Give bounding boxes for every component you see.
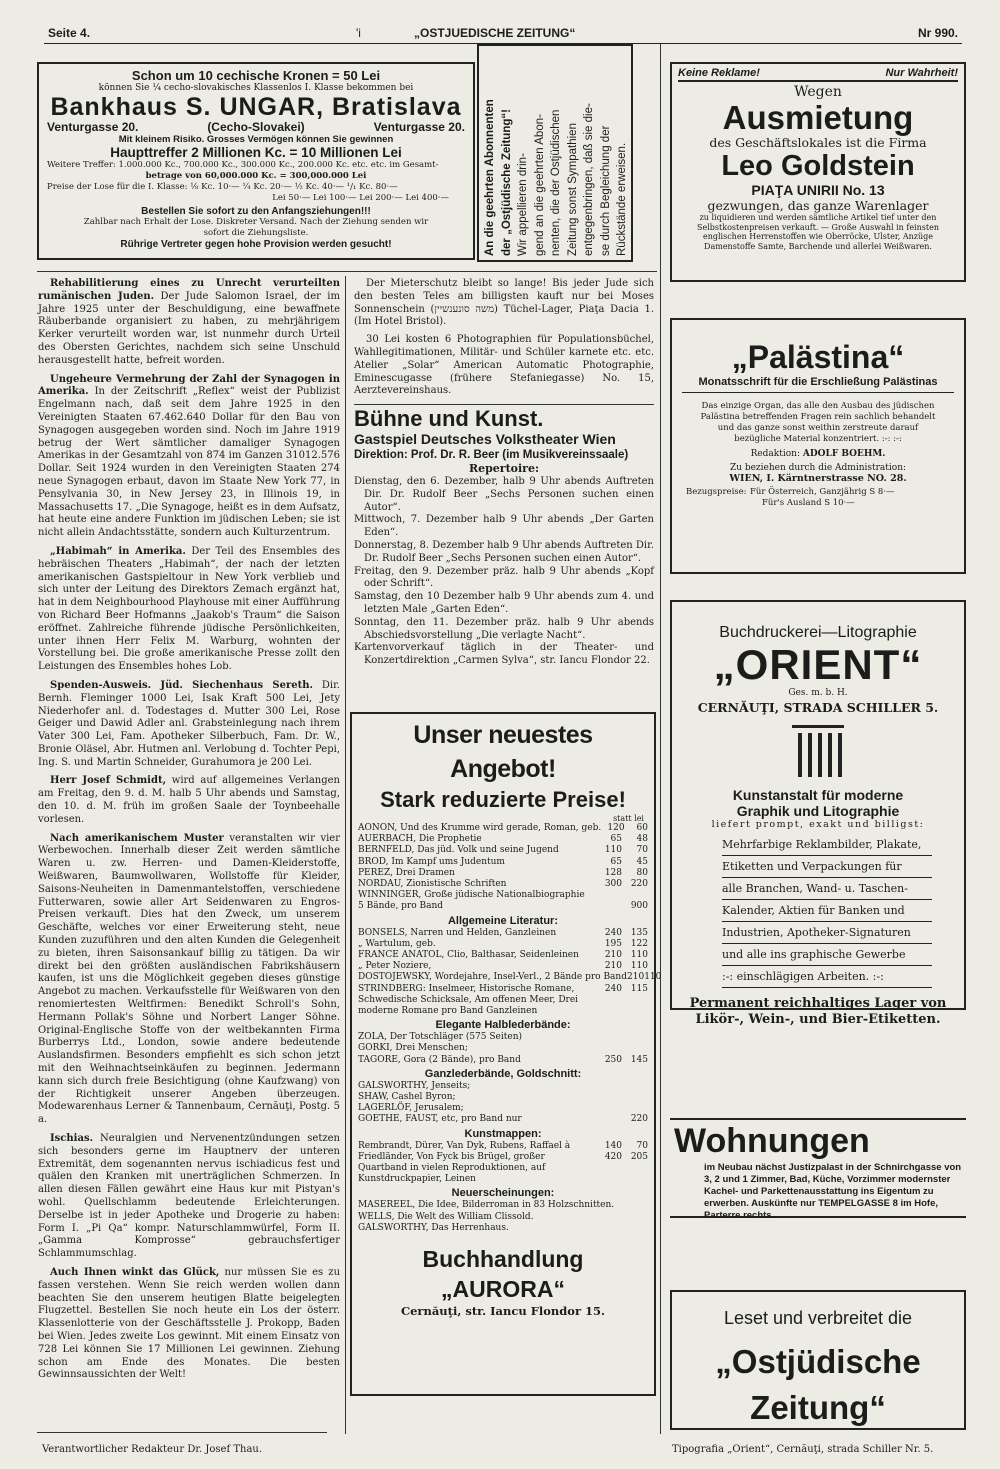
book-row	[358, 868, 648, 879]
news-article-heading: Auch Ihnen winkt das Glück,	[50, 1266, 220, 1278]
book-row	[358, 1200, 648, 1211]
orient-printing-ad	[670, 600, 966, 1027]
aurora-list-1	[358, 823, 648, 913]
book-old-price: 65	[610, 834, 622, 845]
news-article	[38, 546, 340, 674]
book-title: GALSWORTHY, Das Herrenhaus.	[358, 1222, 509, 1233]
book-old-price	[596, 1032, 622, 1043]
book-title: TAGORE, Gora (2 Bände), pro Band	[358, 1054, 521, 1065]
book-old-price	[596, 1103, 622, 1114]
aurora-h2: Allgemeine Literatur:	[447, 914, 559, 927]
book-new-price: 145	[630, 1054, 648, 1065]
book-row	[358, 939, 648, 950]
repertoire-item: Kartenvorverkauf täglich in der Theater- und Konzertdirektion „Carmen Sylva“, str. Iancu Flondor 22.	[354, 642, 654, 667]
book-row	[358, 1212, 648, 1223]
news-article-heading: Herr Josef Schmidt,	[50, 775, 167, 787]
book-title: FRANCE ANATOL, Clio, Balthasar, Seidenleinen	[358, 950, 579, 961]
repertoire-item: Sonntag, den 11. Dezember präz. halb 9 Uhr abends Abschiedsvorstellung „Die verlagte Nacht“.	[354, 616, 654, 641]
book-old-price: 210	[604, 950, 622, 961]
orient-name: „ORIENT“	[713, 641, 923, 688]
book-title: BROD, Im Kampf ums Judentum	[358, 856, 505, 867]
book-title: SHAW, Cashel Byron;	[358, 1092, 456, 1103]
book-row	[358, 984, 648, 1018]
book-new-price: 220	[630, 879, 648, 890]
book-old-price: 240	[604, 927, 622, 938]
header-mark: 'i	[356, 26, 361, 40]
ungar-line-12: sofort die Ziehungsliste.	[203, 228, 309, 238]
repertoire-item: Dienstag, den 6. Dezember, halb 9 Uhr abends Auftreten Dir. Dr. Rudolf Beer „Sechs Personen suchen einen Autor“.	[354, 475, 654, 513]
appeal-line: der „Ostjüdische Zeitung“!	[500, 109, 513, 256]
book-new-price: 48	[636, 834, 648, 845]
book-title: AUERBACH, Die Prophetie	[358, 834, 482, 845]
ungar-address-mid: (Cecho-Slovakei)	[207, 120, 305, 134]
book-row	[358, 1043, 648, 1054]
ungar-prices: Preise der Lose für die I. Klasse: ⅛ Kc. 10·— ¼ Kc. 20·— ½ Kc. 40·— ¹/₁ Kc. 80·—	[47, 182, 398, 192]
book-title: DOSTOJEWSKY, Wordejahre, Insel-Verl., 2 Bände pro Band	[358, 972, 627, 983]
book-row	[358, 857, 648, 868]
photo-notice: 30 Lei kosten 6 Photographien für Populationsbüchel, Wahllegitimationen, Militär- und Schüler karnete etc. etc. Atelier „Solar“ American Automatic Photographie, Eminescugasse (frühere Stefaniegasse) No. 15, Aerztevereinshaus.	[354, 334, 654, 397]
book-new-price: 900	[630, 901, 648, 912]
palaestina-title: „Palästina“	[731, 339, 905, 375]
orient-k2: Graphik und Litographie	[736, 803, 900, 819]
palaestina-address: WIEN, I. Kärntnerstrasse NO. 28.	[729, 473, 907, 484]
page-number: Seite 4.	[48, 26, 91, 40]
book-title: AONON, Und des Krumme wird gerade, Roman, geb.	[358, 823, 602, 833]
book-old-price: 65	[610, 856, 622, 867]
ungar-line-1: Schon um 10 cechische Kronen = 50 Lei	[131, 68, 381, 83]
book-row	[358, 1032, 648, 1043]
book-old-price	[596, 1043, 622, 1054]
book-new-price	[622, 1032, 648, 1043]
book-old-price	[596, 1092, 622, 1103]
orient-service-item: Kalender, Aktien für Banken und	[722, 900, 932, 922]
book-old-price: 140	[604, 1140, 622, 1151]
book-new-price: 45	[636, 856, 648, 867]
orient-foot: Permanent reichhaltiges Lager von Likör-, Wein-, und Bier-Etiketten.	[689, 996, 947, 1027]
bankhaus-ungar-ad	[37, 62, 475, 260]
aurora-head-1: Unser neuestes Angebot!	[413, 721, 593, 783]
ungar-agents-wanted: Rührige Vertreter gegen hohe Provision werden gesucht!	[120, 239, 392, 250]
wohnungen-title: Wohnungen	[674, 1122, 870, 1160]
aurora-h4: Ganzlederbände, Goldschnitt:	[424, 1067, 582, 1080]
news-article-heading: Ischias.	[50, 1133, 94, 1144]
book-new-price: 110	[630, 950, 648, 961]
book-old-price	[596, 1114, 622, 1125]
leo-goldstein-ad	[670, 62, 966, 282]
book-new-price: 220	[630, 1114, 648, 1125]
book-new-price: 122	[630, 938, 648, 949]
book-title: 5 Bände, pro Band	[358, 901, 444, 912]
book-new-price: 110	[630, 961, 648, 972]
book-old-price: 120	[607, 823, 625, 833]
book-old-price: 240	[604, 983, 622, 994]
book-row	[358, 890, 648, 901]
news-article	[38, 278, 340, 368]
repertoire-item: Freitag, den 9. Dezember präz. halb 9 Uhr abends „Kopf oder Schrift“.	[354, 565, 654, 590]
palaestina-ad	[670, 318, 966, 574]
repertoire-label: Repertoire:	[468, 462, 540, 476]
news-article-text: Neuralgien und Nervenentzündungen setzen sich besonders gerne im Hauptnerv der unteren Extremität, dem sogenannten nervus ischiadicus fest und quälen den Kranken mit unerträglichen Schmerzen. In allen diesen Fällen gewährt eine Haus kur mit Pistyan's wohl. Quellschlamm bedeutende Erleichterungen. Derselbe ist in jeder Apotheke und Drogerie zu haben: Form I. „Pi Qa“ kompr. Naturschlammwürfel, Form II. „Gamma Komprosse“ gebrauchsfertiger Schlammumschlag.	[38, 1133, 340, 1260]
aurora-col-header: statt lei	[613, 814, 644, 823]
aurora-shop-name: Buchhandlung „AURORA“	[422, 1246, 584, 1303]
issue-number: Nr 990.	[917, 26, 958, 40]
orient-service-item: Etiketten und Verpackungen für	[722, 856, 932, 878]
book-title: BERNFELD, Das jüd. Volk und seine Jugend	[358, 845, 559, 856]
wohnungen-text: im Neubau nächst Justizpalast in der Schnirchgasse von 3, 2 und 1 Zimmer, Bad, Küche, Vorzimmer modernster Kachel- und Parkettenausstattung ins Eigentum zu erwerben. Auskünfte nur TEMPELGASSE 8 im Hofe, Parterre rechts.	[704, 1162, 962, 1221]
goldstein-sub: des Geschäftslokales ist die Firma	[709, 135, 927, 150]
orient-ges: Ges. m. b. H.	[788, 688, 848, 698]
book-new-price: 80	[636, 867, 648, 878]
direktion-line: Direktion: Prof. Dr. R. Beer (im Musikvereinssaale)	[354, 449, 629, 462]
book-title: GOETHE, FAUST, etc, pro Band nur	[358, 1114, 522, 1125]
book-title: WINNINGER, Große jüdische Nationalbiographie	[358, 890, 585, 901]
ungar-line-2: können Sie ¼ cecho-slovakisches Klassenlos I. Klasse bekommen bei	[98, 83, 414, 93]
mieterschutz-notice: Der Mieterschutz bleibt so lange! Bis jeder Jude sich den besten Teles am billigsten kauft nur bei Moses Sonnenschein (משה סונענשיין) Tüchel-Lager, Piaţa Dacia 1. (Im Hotel Bristol).	[354, 278, 655, 328]
news-article-text: veranstalten wir vier Werbewochen. Innerhalb dieser Zeit werden sämtliche Waren u. zw. Herren- und Damen-Kleiderstoffe, Weißwaren, Baumwollwaren, Wollstoffe für Kleider, Saisons-Neuheiten in Damenmantelstoffen, verschiedene Futterwaren, sowie aller Art Seidenwaren zu Engros-Preisen verkauft. Dies hat den Zweck, um unserem Geschäfte, welches vor einer Erweiterung steht, neue Kunden zuzuführen und den alten Kunden die Gelegenheit zu bieten, ihren Saisonsankauf billig zu tätigen. Da wir direkt bei den größten ausländischen Fabrikshäusern kaufen, ist uns die Möglichkeit gegeben dieses günstige Angebot zu machen. Verkaufsstelle für Weißwaren von den renomiertesten Weltfirmen: Benedikt Schroll's Sohn, Hermann Pollak's Söhne und Norbert Langer Söhne. Original-Englische Stoffe von der weltbekannten Firma Burberrys Ltd., London, sowie andere bedeutende Auslandsfirmen. Besonders empfiehlt es sich schon jetzt mit den Weihnachtseinkäufen zu beginnen. Jedermann kann sich durch freie Besichtigung (ohne Kaufzwang) von der Richtigkeit unserer Angeben überzeugen. Modewarenhaus Lerner & Tannenbaum, Cernăuţi, Postg. 5 a.	[38, 832, 340, 1126]
tipografia: Tipografia „Orient“, Cernăuţi, strada Schiller Nr. 5.	[672, 1444, 934, 1455]
book-title: GALSWORTHY, Jenseits;	[358, 1080, 471, 1091]
tag-no-advertising: Keine Reklame!	[678, 67, 760, 79]
aurora-list-5	[358, 1141, 648, 1186]
book-row	[358, 879, 648, 890]
column-rule-1	[345, 276, 346, 1434]
book-old-price: 110	[604, 845, 622, 856]
repertoire-item: Donnerstag, 8. Dezember halb 9 Uhr abends Auftreten Dir. Dr. Rudolf Beer „Sechs Personen suchen einen Autor“.	[354, 539, 654, 564]
ungar-order-now: Bestellen Sie sofort zu den Anfangsziehungen!!!	[141, 206, 371, 217]
news-article-text: wird auf allgemeines Verlangen am Freitag, den 9. d. M. halb 5 Uhr abends und Samstag, den 10. d. M. früh im großen Saale der Toynbeehalle vorlesen.	[38, 775, 340, 825]
book-title: BONSELS, Narren und Helden, Ganzleinen	[358, 927, 557, 938]
ungar-address	[47, 120, 465, 134]
orient-l1: Buchdruckerei—Litographie	[719, 624, 917, 641]
tag-only-truth: Nur Wahrheit!	[885, 67, 958, 79]
book-row	[358, 1103, 648, 1114]
orient-service-item: :-: einschlägigen Arbeiten. :-:	[722, 966, 932, 988]
book-row	[358, 845, 648, 856]
book-old-price: 210	[604, 961, 622, 972]
bottom-rule	[37, 1432, 327, 1433]
book-title: WELLS, Die Welt des William Clissold.	[358, 1211, 534, 1222]
book-new-price	[622, 1081, 648, 1092]
news-article	[38, 1133, 340, 1261]
page-header	[44, 26, 962, 44]
news-article-text: nur müssen Sie es zu fassen verstehen. Wenn Sie reich werden wollen dann beachten Sie den unserem heutigen Blatte beigelegten Flugzettel. Bestellen Sie noch heute ein Los der österr. Klassenlotterie von der Geschäftsstelle J. Prokopp, Baden bei Wien. Jedes zweite Los gewinnt. Mit einem Einsatz von 728 Lei können Sie 17 Millionen Lei gewinnen. Ziehung schon am Ende des Monates. Die besten Gewinnsaussichten der Welt!	[38, 1266, 341, 1381]
book-old-price: 250	[604, 1054, 622, 1065]
aurora-h6: Neuerscheinungen:	[451, 1187, 555, 1200]
book-row	[358, 823, 648, 834]
news-article-text: Der Jude Salomon Israel, der im Jahre 1925 unter der Beschuldigung, eine bewaffnete Räuberbande organisiert zu haben, zu mehrjährigem Kerker verurteilt worden war, ist nunmehr durch Urteil des Obersten Gerichtes, nachdem sich seine Unschuld herausgestellt hatte, befreit worden.	[38, 290, 340, 366]
book-new-price	[622, 890, 648, 901]
book-new-price: 115	[630, 983, 648, 994]
book-new-price: 60	[636, 823, 648, 833]
book-title: STRINDBERG: Inselmeer, Historische Romane, Schwedische Schicksale, Am offenen Meer, Drei moderne Romane pro Band Ganzleinen	[358, 983, 579, 1017]
palaestina-editor: Redaktion: ADOLF BOEHM.	[750, 449, 886, 459]
news-article-heading: Ungeheure Vermehrung der Zahl der Synagogen in Amerika.	[38, 373, 340, 398]
ungar-prices-lei: Lei 50·— Lei 100·— Lei 200·— Lei 400·—	[272, 193, 449, 203]
palaestina-desc: Das einzige Organ, das alle den Ausbau des jüdischen Palästina betreffenden Fragen rein sachlich behandelt und das ganze sonst weithin zerstreute darauf bezügliche Material konzentriert. :-: :-:	[700, 401, 936, 444]
book-row	[358, 1141, 648, 1152]
book-title: PEREZ, Drei Dramen	[358, 867, 455, 878]
gastspiel-heading: Gastspiel Deutsches Volkstheater Wien	[354, 431, 616, 448]
book-title: NORDAU, Zionistische Schriften	[358, 879, 507, 890]
book-new-price: 110	[644, 972, 662, 983]
repertoire-item: Samstag, den 10 Dezember halb 9 Uhr abends zum 4. und letzten Male „Garten Eden“.	[354, 591, 654, 615]
book-old-price: 420	[604, 1151, 622, 1162]
goldstein-title: Ausmietung	[722, 99, 914, 136]
newspaper-title: „OSTJUEDISCHE ZEITUNG“	[414, 26, 576, 40]
aurora-shop-address: Cernăuţi, str. Iancu Flondor 15.	[400, 1304, 606, 1319]
appeal-line: Rückstände erweisen.	[616, 142, 628, 256]
news-article-text: Dir. Bernh. Fleminger 1000 Lei, Isak Kraft 500 Lei, Jety Niederhofer anl. d. Todestages d. Mutter 300 Lei, Rose Geiger und Dawid Adler anl. Grabsteinlegung nach ihrem Vater 300 Lei, Fam. Apotheker Silberbuch, Fam. Dr. W., Bronie Oläsel, Abr. Hutmen anl. Verlobung d. Tochter Pepi, Ing. S. und Martin Schneider, Gurahumora je 200 Lei.	[38, 679, 340, 768]
book-new-price: 205	[630, 1151, 648, 1162]
leset-line-1: Leset und verbreitet die	[723, 1308, 913, 1328]
ungar-line-7: betrage von 60,000.000 Kc. = 300,000.000 Lei	[145, 171, 367, 181]
orient-address: CERNĂUŢI, STRADA SCHILLER 5.	[697, 700, 939, 715]
book-row	[358, 950, 648, 961]
orient-logo-icon	[788, 723, 848, 781]
book-row	[358, 1114, 648, 1125]
repertoire-list	[354, 476, 654, 668]
book-row	[358, 1081, 648, 1092]
book-row	[358, 901, 648, 912]
wohnungen-ad	[670, 1118, 966, 1221]
announcements-column	[354, 278, 654, 698]
goldstein-forced: gezwungen, das ganze Warenlager	[707, 198, 929, 213]
aurora-list-3	[358, 1032, 648, 1066]
book-old-price: 210	[627, 972, 645, 983]
orient-services-list	[682, 830, 954, 988]
book-title: „ Peter Noziere,	[358, 961, 432, 972]
ungar-line-4: Mit kleinem Risiko. Grosses Vermögen können Sie gewinnen	[118, 134, 394, 145]
news-article	[38, 775, 340, 826]
news-article-heading: „Habimah“ in Amerika.	[50, 545, 186, 557]
ungar-address-right: Venturgasse 20.	[373, 120, 465, 134]
news-article-text: Der Teil des Ensembles des hebräischen Theaters „Habimah“, der nach der letzten amerikanischen Gastspieltour in New York verblieb und sich unter der Leitung des Direktors Zemach ergänzt hat, hat in dem Neighbourhood Playhouse mit einer Aufführung von Richard Beer Hofmanns „Jaakob's Traum“ die Saison eröffnet. Zahlreiche führende jüdische Persönlichkeiten, unter ihnen Herr Felix M. Warburg, wohnten der Vorstellung bei. Die große amerikanische Presse zollt den Leistungen des Ensembles hohes Lob.	[38, 545, 340, 673]
book-title: GORKI, Drei Menschen;	[358, 1043, 468, 1054]
aurora-list-4	[358, 1081, 648, 1126]
appeal-line: Wir appellieren drin-	[517, 153, 529, 256]
book-row	[358, 928, 648, 939]
appeal-line: An die geehrten Abonnenten	[484, 99, 496, 256]
appeal-line: Zeitung sonst Sympathien	[566, 123, 579, 256]
aurora-h5: Kunstmappen:	[464, 1127, 542, 1140]
book-row	[358, 834, 648, 845]
aurora-list-2	[358, 927, 662, 1018]
ungar-line-6: Weitere Treffer: 1.000.000 Kc., 700.000 Kc., 300.000 Kc., 200.000 Kc. etc. etc. im Gesamt-	[47, 160, 439, 170]
subscriber-appeal	[477, 44, 633, 262]
book-old-price: 128	[604, 867, 622, 878]
column-rule-2	[660, 44, 661, 1434]
appeal-line: nenten, die der Ostjüdischen	[550, 109, 562, 256]
orient-service-item: Mehrfarbige Reklambilder, Plakate,	[722, 834, 932, 856]
palaestina-subtitle: Monatsschrift für die Erschließung Palästinas	[682, 376, 954, 393]
book-new-price	[622, 1103, 648, 1114]
book-new-price: 70	[636, 1140, 648, 1151]
news-article-heading: Rehabilitierung eines zu Unrecht verurteilten rumänischen Juden.	[38, 278, 340, 302]
leset-line-2: „Ostjüdische Zeitung“	[715, 1343, 921, 1426]
leset-ad	[670, 1290, 966, 1430]
palaestina-prices: Bezugspreise: Für Österreich, Ganzjährig S 8·— Für's Ausland S 10·—	[686, 487, 895, 508]
news-article-text: In der Zeitschrift „Reflex“ weist der Publizist Engelmann nach, daß seit dem Jahre 1925 in den Vereinigten Staaten 67.462.640 Dollar für den Bau von Synagogen ausgegeben worden sind. Noch im Jahre 1919 betrug der Wert sämtlicher damaliger Synagogen Amerikas in der Gesamtzahl von 874 im Ganzen 31012.576 Dollar. Seit 1924 wurden in den Vereinigten Staaten 274 neue Synagogen erbaut, davon im Staate New York 77, in Pensylvania 30, in New Jersey 23, in Illinois 19, in Massachusetts 17. „Die Synagoge, heißt es in dem Aufsatz, hat heute eine andere Funktion im jüdischen Leben; sie ist nicht allein Andachtsstätte, sondern auch Kulturzentrum.	[38, 386, 340, 539]
news-article	[38, 1267, 340, 1382]
book-title: LAGERLÖF, Jerusalem;	[358, 1103, 464, 1114]
news-article-heading: Spenden-Ausweis. Jüd. Siechenhaus Sereth.	[50, 679, 313, 691]
book-old-price: 195	[604, 938, 622, 949]
book-title: „ Wartulum, geb.	[358, 938, 436, 949]
book-old-price: 300	[604, 879, 622, 890]
aurora-list-6	[358, 1200, 648, 1234]
aurora-head-2: Stark reduzierte Preise!	[380, 787, 626, 812]
goldstein-address: PIAŢA UNIRII No. 13	[751, 182, 885, 198]
book-row	[358, 1223, 648, 1234]
news-article	[38, 374, 340, 540]
book-row	[358, 1055, 648, 1066]
repertoire-item: Mittwoch, 7. Dezember halb 9 Uhr abends „Der Garten Eden“.	[354, 514, 654, 539]
book-row	[358, 1152, 648, 1186]
book-old-price	[596, 890, 622, 901]
ungar-jackpot: Haupttreffer 2 Millionen Kc. = 10 Millionen Lei	[110, 145, 402, 160]
book-row	[358, 972, 662, 983]
news-article-heading: Nach amerikanischem Muster	[50, 832, 224, 844]
book-row	[358, 961, 648, 972]
book-new-price	[622, 1043, 648, 1054]
book-title: Friedländer, Von Fyck bis Brügel, großer Quartband in vielen Reproduktionen, auf Kunstdruckpapier, Leinen	[358, 1151, 546, 1185]
orient-k1: Kunstanstalt für moderne	[732, 787, 904, 803]
buehne-heading: Bühne und Kunst.	[354, 404, 654, 431]
aurora-bookshop-ad	[350, 712, 662, 1396]
news-article	[38, 680, 340, 770]
appeal-line: gend an die geehrten Abon-	[533, 114, 546, 256]
goldstein-details: zu liquidieren und werden sämtliche Artikel tief unter den Selbstkostenpreisen verkauft. — Große Auswahl in feinsten englischen Herrenstoffen wie Oberröcke, Ulster, Anzüge Damenstoffe Samte, Barchende und allerlei Weißwaren.	[697, 213, 939, 251]
aurora-h3: Elegante Halblederbände:	[435, 1019, 571, 1032]
orient-service-item: alle Branchen, Wand- u. Taschen-	[722, 878, 932, 900]
book-new-price: 135	[630, 927, 648, 938]
book-new-price	[622, 1092, 648, 1103]
book-row	[358, 1092, 648, 1103]
orient-service-item: Industrien, Apotheker-Signaturen	[722, 922, 932, 944]
book-new-price: 70	[636, 845, 648, 856]
ungar-line-11: Zahlbar nach Erhalt der Lose. Diskreter Versand. Nach der Ziehung senden wir	[83, 217, 429, 227]
editor-line: Verantwortlicher Redakteur Dr. Josef Thau.	[42, 1444, 263, 1455]
book-title: Rembrandt, Dürer, Van Dyk, Rubens, Raffael à	[358, 1140, 571, 1151]
orient-k3: liefert prompt, exakt und billigst:	[711, 819, 925, 830]
palaestina-admin: Zu beziehen durch die Administration:	[729, 463, 907, 473]
book-old-price	[596, 901, 622, 912]
orient-service-item: und alle ins graphische Gewerbe	[722, 944, 932, 966]
goldstein-wegen: Wegen	[794, 84, 842, 100]
ungar-address-left: Venturgasse 20.	[47, 120, 139, 134]
appeal-line: entgegenbringen, daß sie die-	[583, 103, 595, 256]
goldstein-name: Leo Goldstein	[721, 150, 915, 182]
appeal-line: se durch Begleichung der	[599, 125, 612, 256]
book-title: MASEREEL, Die Idee, Bilderroman in 83 Holzschnitten.	[358, 1200, 615, 1211]
book-title: ZOLA, Der Totschläger (575 Seiten)	[358, 1032, 522, 1043]
top-rule	[37, 271, 657, 272]
book-old-price	[596, 1081, 622, 1092]
news-article	[38, 833, 340, 1127]
ungar-title: Bankhaus S. UNGAR, Bratislava	[50, 93, 462, 121]
news-column	[38, 278, 340, 1428]
